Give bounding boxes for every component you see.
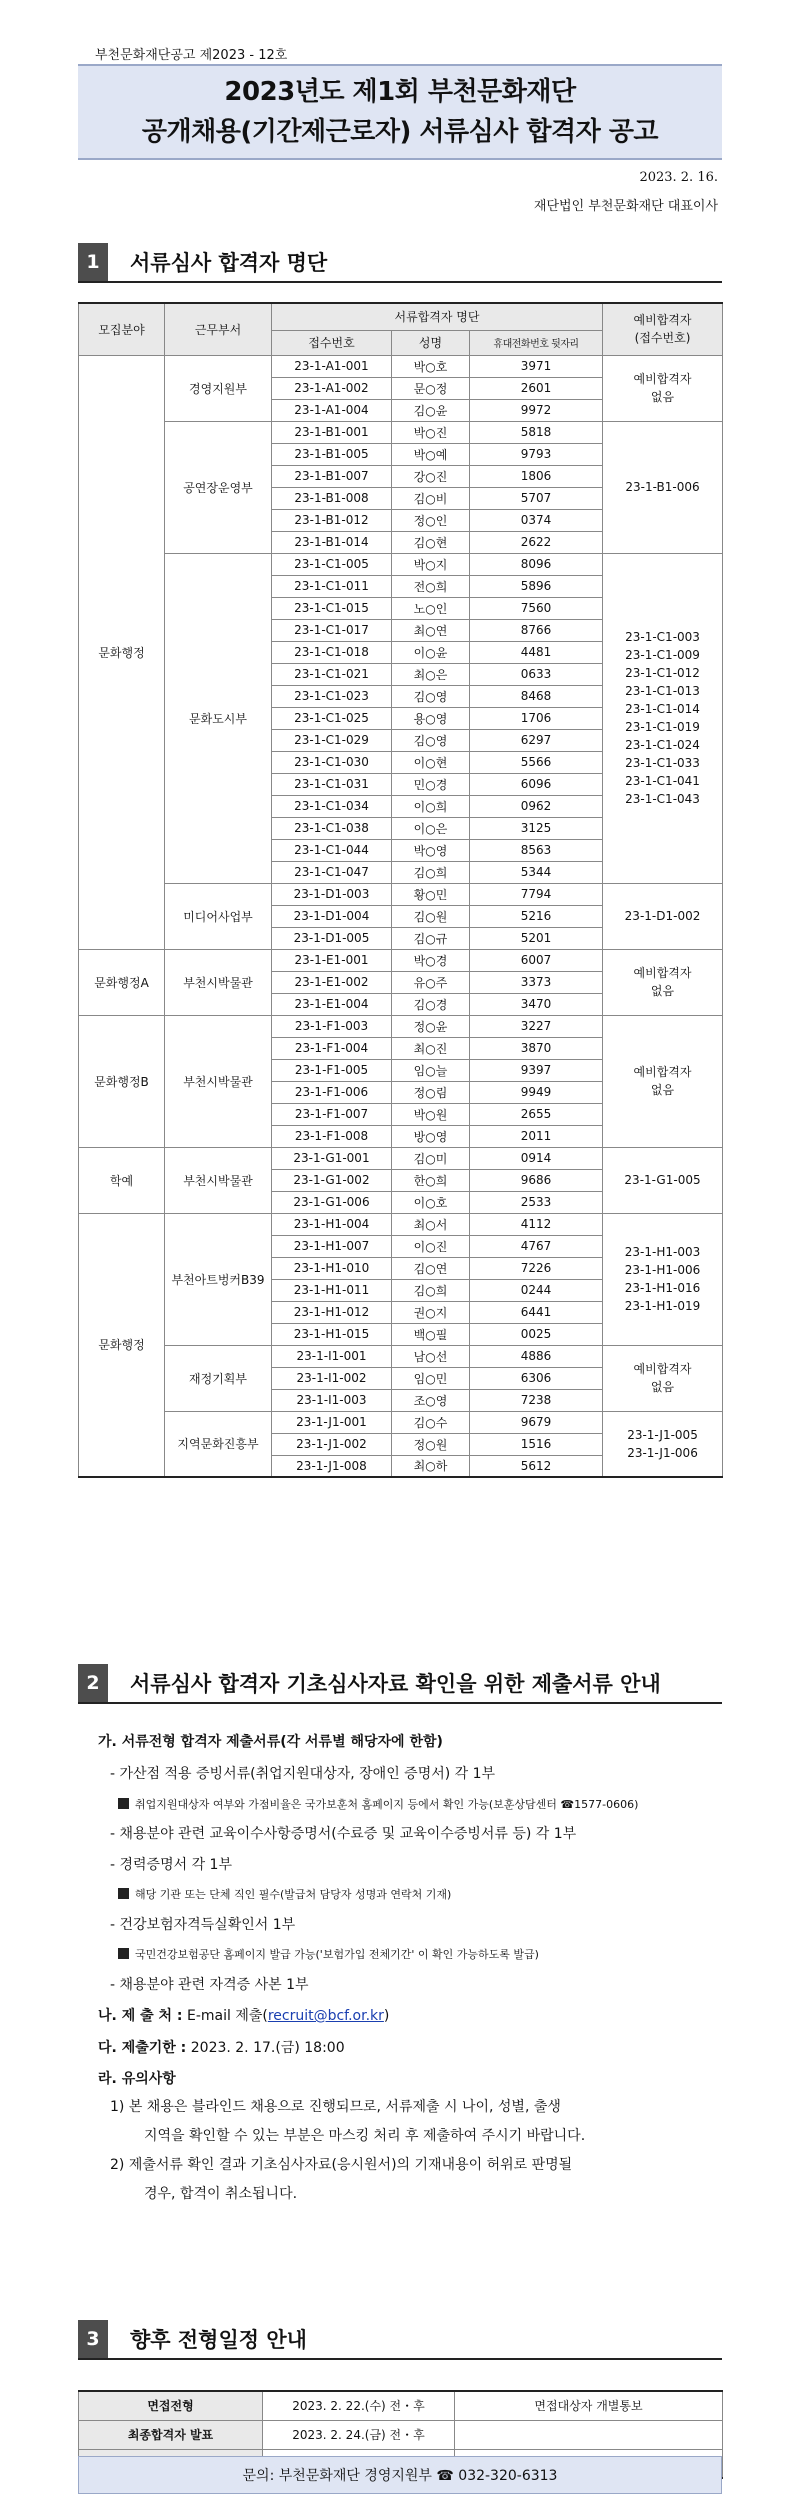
- doc-note-text: 국민건강보험공단 홈페이지 발급 가능('보험가입 전체기간' 이 확인 가능하도록 발급): [135, 1948, 539, 1961]
- name-cell: 김○영: [392, 685, 470, 707]
- name-cell: 최○서: [392, 1213, 470, 1235]
- doc-item: - 경력증명서 각 1부: [110, 1857, 232, 1873]
- phone-cell: 2011: [470, 1125, 603, 1147]
- dept-cell: 문화도시부: [165, 553, 272, 883]
- note-line: 경우, 합격이 취소됩니다.: [144, 2186, 298, 2202]
- name-cell: 김○희: [392, 1279, 470, 1301]
- receipt-cell: 23-1-E1-002: [272, 971, 392, 993]
- dept-cell: 부천시박물관: [165, 1015, 272, 1147]
- schedule-note: [455, 2420, 723, 2449]
- receipt-cell: 23-1-A1-002: [272, 377, 392, 399]
- reserve-entry: 23-1-H1-003: [624, 1245, 701, 1259]
- name-cell: 남○선: [392, 1345, 470, 1367]
- table-row: [79, 1411, 723, 1433]
- phone-cell: 5216: [470, 905, 603, 927]
- notice-date: 2023. 2. 16.: [639, 170, 718, 185]
- reserve-entry: 23-1-D1-002: [624, 909, 701, 923]
- name-cell: 황○민: [392, 883, 470, 905]
- table-row: [79, 1015, 723, 1037]
- name-cell: 방○영: [392, 1125, 470, 1147]
- submit-close: ): [383, 2008, 390, 2024]
- receipt-cell: 23-1-J1-001: [272, 1411, 392, 1433]
- receipt-cell: 23-1-H1-012: [272, 1301, 392, 1323]
- dept-cell: 부천시박물관: [165, 949, 272, 1015]
- name-cell: 김○수: [392, 1411, 470, 1433]
- receipt-cell: 23-1-H1-007: [272, 1235, 392, 1257]
- table-row: [79, 1213, 723, 1235]
- receipt-cell: 23-1-C1-018: [272, 641, 392, 663]
- notes-heading: 라. 유의사항: [98, 2071, 176, 2087]
- name-cell: 최○하: [392, 1455, 470, 1477]
- phone-cell: 1516: [470, 1433, 603, 1455]
- receipt-cell: 23-1-G1-001: [272, 1147, 392, 1169]
- receipt-cell: 23-1-H1-010: [272, 1257, 392, 1279]
- doc-note: [118, 1946, 539, 1962]
- dept-cell: 부천아트벙커B39: [165, 1213, 272, 1345]
- issuer: 재단법인 부천문화재단 대표이사: [533, 199, 718, 214]
- table-row: [79, 883, 723, 905]
- receipt-cell: 23-1-C1-015: [272, 597, 392, 619]
- receipt-cell: 23-1-E1-001: [272, 949, 392, 971]
- header-reserve-line2: (접수번호): [634, 331, 691, 346]
- section-divider: [78, 281, 722, 283]
- table-row: [79, 553, 723, 575]
- reserve-entry: 없음: [650, 984, 675, 998]
- name-cell: 민○경: [392, 773, 470, 795]
- phone-cell: 4886: [470, 1345, 603, 1367]
- reserve-entry: 23-1-C1-024: [625, 738, 700, 752]
- dept-cell: 공연장운영부: [165, 421, 272, 553]
- phone-cell: 3373: [470, 971, 603, 993]
- section-number: 2: [78, 1664, 108, 1702]
- schedule-label: 최종합격자 발표: [79, 2420, 263, 2449]
- section-divider: [78, 1702, 722, 1704]
- section-2-header: [78, 1664, 661, 1702]
- phone-cell: 2601: [470, 377, 603, 399]
- phone-cell: 9793: [470, 443, 603, 465]
- reserve-entry: 23-1-H1-016: [624, 1281, 701, 1295]
- phone-cell: 0374: [470, 509, 603, 531]
- passers-table-body: [79, 355, 723, 1477]
- section-number: 1: [78, 243, 108, 281]
- reserve-cell: [603, 1147, 723, 1213]
- name-cell: 문○정: [392, 377, 470, 399]
- name-cell: 김○비: [392, 487, 470, 509]
- phone-cell: 7794: [470, 883, 603, 905]
- receipt-cell: 23-1-A1-001: [272, 355, 392, 377]
- phone-cell: 7238: [470, 1389, 603, 1411]
- field-cell: 문화행정: [79, 355, 165, 949]
- phone-cell: 8766: [470, 619, 603, 641]
- phone-cell: 8563: [470, 839, 603, 861]
- schedule-date: 2023. 2. 24.(금) 전・후: [263, 2420, 455, 2449]
- name-cell: 유○주: [392, 971, 470, 993]
- section-title: 서류심사 합격자 명단: [130, 251, 328, 275]
- schedule-row: [79, 2420, 723, 2449]
- receipt-cell: 23-1-B1-001: [272, 421, 392, 443]
- title-banner: [78, 64, 722, 160]
- phone-cell: 5612: [470, 1455, 603, 1477]
- name-cell: 김○규: [392, 927, 470, 949]
- name-cell: 박○영: [392, 839, 470, 861]
- header-name: 성명: [392, 330, 470, 355]
- receipt-cell: 23-1-D1-005: [272, 927, 392, 949]
- name-cell: 임○늘: [392, 1059, 470, 1081]
- field-cell: 문화행정B: [79, 1015, 165, 1147]
- reserve-entry: 23-1-C1-009: [625, 648, 700, 662]
- field-cell: 문화행정: [79, 1213, 165, 1477]
- receipt-cell: 23-1-B1-014: [272, 531, 392, 553]
- name-cell: 김○희: [392, 861, 470, 883]
- doc-note: [118, 1886, 451, 1902]
- field-cell: 문화행정A: [79, 949, 165, 1015]
- receipt-cell: 23-1-C1-044: [272, 839, 392, 861]
- receipt-cell: 23-1-B1-008: [272, 487, 392, 509]
- note-line: 지역을 확인할 수 있는 부분은 마스킹 처리 후 제출하여 주시기 바랍니다.: [144, 2128, 586, 2144]
- dept-cell: 재정기획부: [165, 1345, 272, 1411]
- table-row: [79, 949, 723, 971]
- phone-cell: 5566: [470, 751, 603, 773]
- deadline-label: 다. 제출기한 :: [98, 2040, 187, 2056]
- doc-item: - 가산점 적용 증빙서류(취업지원대상자, 장애인 증명서) 각 1부: [110, 1766, 496, 1782]
- name-cell: 조○영: [392, 1389, 470, 1411]
- name-cell: 최○연: [392, 619, 470, 641]
- name-cell: 김○영: [392, 729, 470, 751]
- phone-cell: 5896: [470, 575, 603, 597]
- reserve-entry: 23-1-C1-013: [625, 684, 700, 698]
- reserve-entry: 예비합격자: [633, 372, 692, 386]
- receipt-cell: 23-1-C1-011: [272, 575, 392, 597]
- reserve-entry: 23-1-G1-005: [624, 1173, 701, 1187]
- reserve-cell: [603, 1345, 723, 1411]
- title-line1: 2023년도 제1회 부천문화재단: [224, 77, 576, 107]
- name-cell: 박○원: [392, 1103, 470, 1125]
- phone-cell: 0914: [470, 1147, 603, 1169]
- name-cell: 박○지: [392, 553, 470, 575]
- name-cell: 김○원: [392, 905, 470, 927]
- reserve-entry: 23-1-J1-005: [627, 1427, 698, 1442]
- receipt-cell: 23-1-C1-038: [272, 817, 392, 839]
- receipt-cell: 23-1-I1-001: [272, 1345, 392, 1367]
- reserve-entry: 없음: [650, 390, 675, 404]
- doc-item: - 채용분야 관련 교육이수사항증명서(수료증 및 교육이수증빙서류 등) 각 1부: [110, 1826, 577, 1842]
- reserve-entry: 예비합격자: [633, 1065, 692, 1079]
- reserve-entry: 23-1-C1-014: [625, 702, 700, 716]
- receipt-cell: 23-1-J1-008: [272, 1455, 392, 1477]
- square-bullet-icon: [118, 1888, 129, 1899]
- phone-cell: 8096: [470, 553, 603, 575]
- receipt-cell: 23-1-I1-003: [272, 1389, 392, 1411]
- header-receipt: 접수번호: [272, 330, 392, 355]
- receipt-cell: 23-1-D1-004: [272, 905, 392, 927]
- reserve-entry: 23-1-C1-041: [625, 774, 700, 788]
- field-cell: 학예: [79, 1147, 165, 1213]
- phone-cell: 4112: [470, 1213, 603, 1235]
- receipt-cell: 23-1-H1-004: [272, 1213, 392, 1235]
- name-cell: 김○연: [392, 1257, 470, 1279]
- receipt-cell: 23-1-I1-002: [272, 1367, 392, 1389]
- receipt-cell: 23-1-A1-004: [272, 399, 392, 421]
- phone-cell: 6306: [470, 1367, 603, 1389]
- phone-cell: 0962: [470, 795, 603, 817]
- name-cell: 박○경: [392, 949, 470, 971]
- square-bullet-icon: [118, 1798, 129, 1809]
- name-cell: 이○희: [392, 795, 470, 817]
- receipt-cell: 23-1-C1-031: [272, 773, 392, 795]
- name-cell: 김○현: [392, 531, 470, 553]
- phone-cell: 3125: [470, 817, 603, 839]
- dept-cell: 미디어사업부: [165, 883, 272, 949]
- contact-footer: 문의: 부천문화재단 경영지원부 ☎ 032-320-6313: [78, 2456, 722, 2494]
- name-cell: 용○영: [392, 707, 470, 729]
- reserve-cell: [603, 1015, 723, 1147]
- table-row: [79, 1345, 723, 1367]
- submit-text: E-mail 제출(: [186, 2008, 268, 2024]
- header-reserve-line1: 예비합격자: [633, 313, 692, 328]
- receipt-cell: 23-1-G1-002: [272, 1169, 392, 1191]
- phone-cell: 6096: [470, 773, 603, 795]
- section-divider: [78, 2358, 722, 2360]
- phone-cell: 3470: [470, 993, 603, 1015]
- name-cell: 이○진: [392, 1235, 470, 1257]
- name-cell: 정○인: [392, 509, 470, 531]
- phone-cell: 9972: [470, 399, 603, 421]
- dept-cell: 지역문화진흥부: [165, 1411, 272, 1477]
- email-link[interactable]: recruit@bcf.or.kr: [267, 2008, 384, 2024]
- name-cell: 백○필: [392, 1323, 470, 1345]
- receipt-cell: 23-1-C1-047: [272, 861, 392, 883]
- reserve-cell: [603, 553, 723, 883]
- phone-cell: 1706: [470, 707, 603, 729]
- phone-cell: 3971: [470, 355, 603, 377]
- phone-cell: 2622: [470, 531, 603, 553]
- reserve-entry: 없음: [650, 1083, 675, 1097]
- phone-cell: 6297: [470, 729, 603, 751]
- receipt-cell: 23-1-C1-025: [272, 707, 392, 729]
- deadline-text: 2023. 2. 17.(금) 18:00: [190, 2040, 345, 2056]
- header-reserve: [603, 303, 723, 355]
- phone-cell: 5201: [470, 927, 603, 949]
- name-cell: 전○희: [392, 575, 470, 597]
- reserve-entry: 23-1-C1-012: [625, 666, 700, 680]
- name-cell: 최○은: [392, 663, 470, 685]
- phone-cell: 1806: [470, 465, 603, 487]
- note-line: 1) 본 채용은 블라인드 채용으로 진행되므로, 서류제출 시 나이, 성별, 출생: [110, 2099, 561, 2115]
- dept-cell: 경영지원부: [165, 355, 272, 421]
- receipt-cell: 23-1-F1-008: [272, 1125, 392, 1147]
- phone-cell: 7560: [470, 597, 603, 619]
- phone-cell: 2533: [470, 1191, 603, 1213]
- receipt-cell: 23-1-C1-021: [272, 663, 392, 685]
- doc-note: [118, 1796, 638, 1812]
- table-row: [79, 421, 723, 443]
- reserve-entry: 23-1-J1-006: [627, 1445, 698, 1460]
- name-cell: 이○윤: [392, 641, 470, 663]
- reserve-cell: [603, 1213, 723, 1345]
- phone-cell: 5707: [470, 487, 603, 509]
- reserve-cell: [603, 949, 723, 1015]
- reserve-cell: [603, 1411, 723, 1477]
- receipt-cell: 23-1-C1-030: [272, 751, 392, 773]
- name-cell: 김○미: [392, 1147, 470, 1169]
- notes-body: [110, 2093, 730, 2209]
- square-bullet-icon: [118, 1948, 129, 1959]
- receipt-cell: 23-1-J1-002: [272, 1433, 392, 1455]
- receipt-cell: 23-1-F1-004: [272, 1037, 392, 1059]
- name-cell: 강○진: [392, 465, 470, 487]
- reserve-entry: 23-1-C1-019: [625, 720, 700, 734]
- section-number: 3: [78, 2320, 108, 2358]
- table-row: [79, 1147, 723, 1169]
- schedule-label: 면접전형: [79, 2391, 263, 2420]
- submit-label: 나. 제 출 처 :: [98, 2008, 183, 2024]
- receipt-cell: 23-1-H1-011: [272, 1279, 392, 1301]
- note-line: 2) 제출서류 확인 결과 기초심사자료(응시원서)의 기재내용이 허위로 판명될: [110, 2157, 573, 2173]
- receipt-cell: 23-1-G1-006: [272, 1191, 392, 1213]
- header-passers: 서류합격자 명단: [272, 303, 603, 330]
- receipt-cell: 23-1-C1-017: [272, 619, 392, 641]
- name-cell: 박○진: [392, 421, 470, 443]
- name-cell: 이○은: [392, 817, 470, 839]
- header-field: 모집분야: [79, 303, 165, 355]
- name-cell: 김○윤: [392, 399, 470, 421]
- receipt-cell: 23-1-F1-005: [272, 1059, 392, 1081]
- reserve-entry: 예비합격자: [633, 1362, 692, 1376]
- receipt-cell: 23-1-C1-005: [272, 553, 392, 575]
- receipt-cell: 23-1-B1-012: [272, 509, 392, 531]
- name-cell: 임○민: [392, 1367, 470, 1389]
- name-cell: 정○원: [392, 1433, 470, 1455]
- name-cell: 박○예: [392, 443, 470, 465]
- name-cell: 노○인: [392, 597, 470, 619]
- title-line2: 공개채용(기간제근로자) 서류심사 합격자 공고: [141, 117, 659, 147]
- receipt-cell: 23-1-F1-003: [272, 1015, 392, 1037]
- reserve-entry: 없음: [650, 1380, 675, 1394]
- reserve-entry: 23-1-H1-006: [624, 1263, 701, 1277]
- reserve-entry: 예비합격자: [633, 966, 692, 980]
- receipt-cell: 23-1-H1-015: [272, 1323, 392, 1345]
- schedule-note: 면접대상자 개별통보: [455, 2391, 723, 2420]
- reserve-cell: [603, 421, 723, 553]
- header-phone: 휴대전화번호 뒷자리: [470, 330, 603, 355]
- reserve-entry: 23-1-H1-019: [624, 1299, 701, 1313]
- passers-table: [78, 302, 723, 1478]
- docs-heading: 가. 서류전형 합격자 제출서류(각 서류별 해당자에 한함): [98, 1734, 443, 1750]
- receipt-cell: 23-1-F1-006: [272, 1081, 392, 1103]
- receipt-cell: 23-1-F1-007: [272, 1103, 392, 1125]
- phone-cell: 5344: [470, 861, 603, 883]
- reserve-entry: 23-1-C1-003: [625, 630, 700, 644]
- dept-cell: 부천시박물관: [165, 1147, 272, 1213]
- receipt-cell: 23-1-B1-005: [272, 443, 392, 465]
- section-1-header: [78, 243, 327, 281]
- name-cell: 박○호: [392, 355, 470, 377]
- phone-cell: 0633: [470, 663, 603, 685]
- reserve-cell: [603, 883, 723, 949]
- name-cell: 최○진: [392, 1037, 470, 1059]
- phone-cell: 8468: [470, 685, 603, 707]
- submit-line: [98, 2005, 389, 2025]
- name-cell: 권○지: [392, 1301, 470, 1323]
- phone-cell: 3870: [470, 1037, 603, 1059]
- phone-cell: 9949: [470, 1081, 603, 1103]
- phone-cell: 7226: [470, 1257, 603, 1279]
- header-dept: 근무부서: [165, 303, 272, 355]
- receipt-cell: 23-1-C1-023: [272, 685, 392, 707]
- phone-cell: 6007: [470, 949, 603, 971]
- section-title: 향후 전형일정 안내: [130, 2328, 307, 2352]
- table-row: [79, 355, 723, 377]
- name-cell: 이○현: [392, 751, 470, 773]
- name-cell: 이○호: [392, 1191, 470, 1213]
- receipt-cell: 23-1-B1-007: [272, 465, 392, 487]
- name-cell: 김○경: [392, 993, 470, 1015]
- notice-number: 부천문화재단공고 제2023 - 12호: [95, 48, 288, 63]
- doc-item: - 건강보험자격득실확인서 1부: [110, 1917, 296, 1933]
- receipt-cell: 23-1-C1-034: [272, 795, 392, 817]
- schedule-row: [79, 2391, 723, 2420]
- schedule-date: 2023. 2. 22.(수) 전・후: [263, 2391, 455, 2420]
- doc-note-text: 해당 기관 또는 단체 직인 필수(발급처 담당자 성명과 연락처 기재): [135, 1888, 452, 1901]
- reserve-entry: 23-1-B1-006: [625, 480, 700, 494]
- receipt-cell: 23-1-D1-003: [272, 883, 392, 905]
- reserve-entry: 23-1-C1-043: [625, 792, 700, 806]
- phone-cell: 4481: [470, 641, 603, 663]
- phone-cell: 5818: [470, 421, 603, 443]
- reserve-cell: [603, 355, 723, 421]
- phone-cell: 0244: [470, 1279, 603, 1301]
- name-cell: 정○윤: [392, 1015, 470, 1037]
- doc-note-text: 취업지원대상자 여부와 가점비율은 국가보훈처 홈페이지 등에서 확인 가능(보훈상담센터 ☎1577-0606): [135, 1798, 639, 1811]
- phone-cell: 9679: [470, 1411, 603, 1433]
- name-cell: 정○림: [392, 1081, 470, 1103]
- receipt-cell: 23-1-E1-004: [272, 993, 392, 1015]
- receipt-cell: 23-1-C1-029: [272, 729, 392, 751]
- phone-cell: 6441: [470, 1301, 603, 1323]
- phone-cell: 9397: [470, 1059, 603, 1081]
- deadline-line: [98, 2037, 345, 2057]
- doc-item: - 채용분야 관련 자격증 사본 1부: [110, 1977, 309, 1993]
- section-title: 서류심사 합격자 기초심사자료 확인을 위한 제출서류 안내: [130, 1672, 661, 1696]
- phone-cell: 4767: [470, 1235, 603, 1257]
- phone-cell: 3227: [470, 1015, 603, 1037]
- reserve-entry: 23-1-C1-033: [625, 756, 700, 770]
- phone-cell: 2655: [470, 1103, 603, 1125]
- phone-cell: 9686: [470, 1169, 603, 1191]
- name-cell: 한○희: [392, 1169, 470, 1191]
- section-3-header: [78, 2320, 307, 2358]
- phone-cell: 0025: [470, 1323, 603, 1345]
